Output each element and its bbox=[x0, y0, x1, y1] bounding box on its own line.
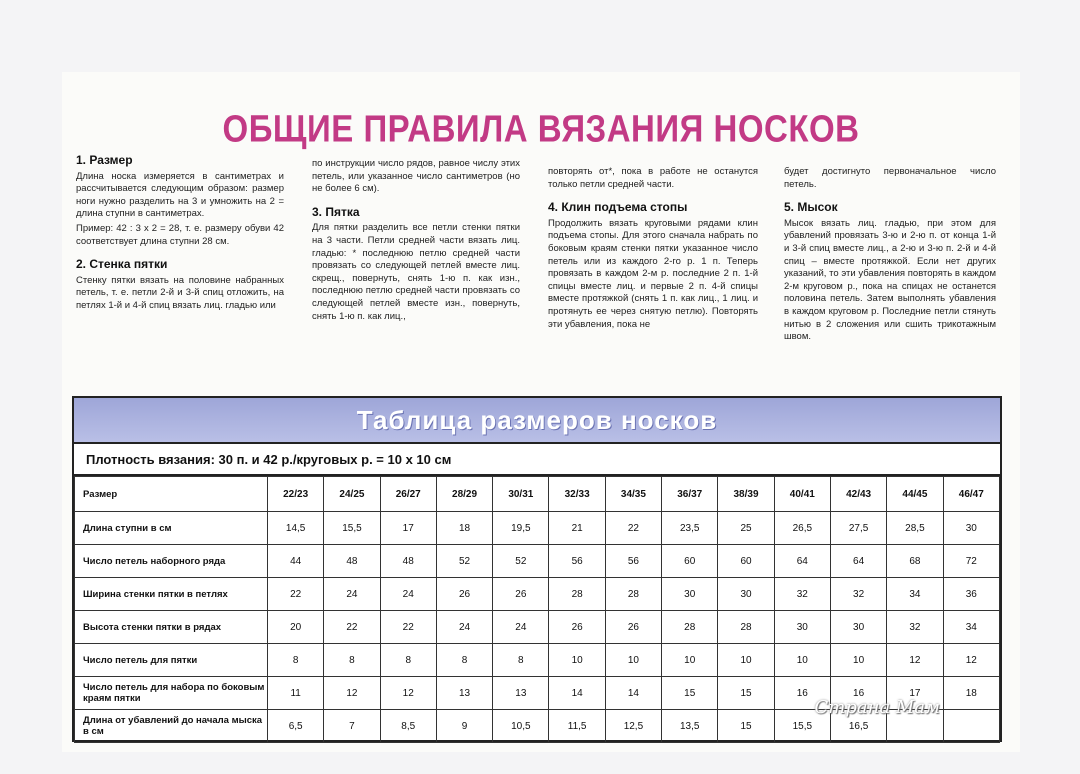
value-cell: 30 bbox=[662, 578, 718, 611]
size-header-cell: 34/35 bbox=[605, 477, 661, 512]
value-cell: 10 bbox=[830, 644, 886, 677]
value-cell: 10 bbox=[549, 644, 605, 677]
value-cell: 8 bbox=[436, 644, 492, 677]
section-toe-text: Мысок вязать лиц. гладью, при этом для убавлений провязать 3-ю и 2-ю п. от конца 1-й и 3-й спиц вместе лиц., а 2-ю и 3-ю п. 2-й и 4-й спиц – вместе протяжкой. Если нет других указаний, то эти убавления повторять в каждом 2-м круговом р., пока на спицах не останется половина петель. Затем выполнять убавления в каждом круговом р. Последние петли стянуть нитью в 2 сложения или сшить трикотажным швом. bbox=[784, 217, 996, 343]
table-title: Таблица размеров носков bbox=[356, 404, 718, 435]
value-cell: 18 bbox=[436, 512, 492, 545]
value-cell: 19,5 bbox=[493, 512, 549, 545]
value-cell: 24 bbox=[493, 611, 549, 644]
value-cell: 32 bbox=[887, 611, 943, 644]
value-cell: 15 bbox=[662, 677, 718, 710]
value-cell: 10,5 bbox=[493, 710, 549, 743]
size-header-cell: 26/27 bbox=[380, 477, 436, 512]
value-cell: 12,5 bbox=[605, 710, 661, 743]
value-cell: 18 bbox=[943, 677, 999, 710]
value-cell: 30 bbox=[830, 611, 886, 644]
value-cell: 52 bbox=[436, 545, 492, 578]
section-size-example: Пример: 42 : 3 х 2 = 28, т. е. размеру обуви 42 соответствует длина ступни 28 см. bbox=[76, 222, 284, 247]
table-header-row bbox=[75, 477, 1000, 512]
value-cell: 9 bbox=[436, 710, 492, 743]
value-cell: 10 bbox=[718, 644, 774, 677]
value-cell: 28 bbox=[662, 611, 718, 644]
column-4 bbox=[784, 166, 996, 354]
row-label-cell: Число петель наборного ряда bbox=[75, 545, 268, 578]
value-cell: 24 bbox=[436, 611, 492, 644]
row-label-cell: Длина ступни в см bbox=[75, 512, 268, 545]
value-cell: 14,5 bbox=[268, 512, 324, 545]
page-title: ОБЩИЕ ПРАВИЛА ВЯЗАНИЯ НОСКОВ bbox=[222, 107, 860, 150]
value-cell: 27,5 bbox=[830, 512, 886, 545]
value-cell: 26 bbox=[493, 578, 549, 611]
value-cell: 26 bbox=[436, 578, 492, 611]
value-cell: 17 bbox=[380, 512, 436, 545]
size-header-cell: 44/45 bbox=[887, 477, 943, 512]
value-cell bbox=[943, 710, 999, 743]
value-cell: 24 bbox=[380, 578, 436, 611]
section-gusset-continued: будет достигнуто первоначальное число петель. bbox=[784, 166, 996, 190]
section-gusset-text: Продолжить вязать круговыми рядами клин подъема стопы. Для этого сначала набрать по боковым краям стенки пятки указанное число петель или из каждого 2-го р. 1 п. Теперь провязать в каждом 2-м р. последние 2 п. 1-й спицы вместе лиц. и первые 2 п. 4-й спицы вместе протяжкой (снять 1 п. как лиц., 1 лиц. и протянуть ее через снятую петлю). Повторять эти убавления, пока не bbox=[548, 217, 758, 330]
value-cell: 8 bbox=[380, 644, 436, 677]
value-cell: 12 bbox=[324, 677, 380, 710]
section-heel-wall-title: 2. Стенка пятки bbox=[76, 257, 168, 272]
value-cell: 72 bbox=[943, 545, 999, 578]
value-cell: 12 bbox=[380, 677, 436, 710]
section-gusset-title: 4. Клин подъема стопы bbox=[548, 200, 688, 215]
row-label-cell: Длина от убавлений до начала мыска в см bbox=[75, 710, 268, 743]
table-row bbox=[75, 512, 1000, 545]
size-header-cell: 24/25 bbox=[324, 477, 380, 512]
section-heel-wall-continued: по инструкции число рядов, равное числу этих петель, или указанное число сантиметров (но не более 6 см). bbox=[312, 158, 520, 195]
section-heel-text: Для пятки разделить все петли стенки пятки на 3 части. Петли средней части вязать лиц. гладью: * последнюю петлю средней части провязать со следующей петлей вместе лиц. скрещ., повернуть, снять 1-ю п. как изн., последнюю петлю средней части провязать со следующей петлей вместе изн., повернуть, снять 1-ю п. как лиц., bbox=[312, 222, 520, 322]
value-cell: 8 bbox=[493, 644, 549, 677]
size-header-cell: 38/39 bbox=[718, 477, 774, 512]
value-cell: 24 bbox=[324, 578, 380, 611]
value-cell: 7 bbox=[324, 710, 380, 743]
value-cell: 30 bbox=[774, 611, 830, 644]
table-row bbox=[75, 644, 1000, 677]
value-cell: 22 bbox=[324, 611, 380, 644]
row-label-cell: Высота стенки пятки в рядах bbox=[75, 611, 268, 644]
magazine-page bbox=[62, 72, 1020, 752]
value-cell: 8 bbox=[268, 644, 324, 677]
watermark-logo: Страна Мам bbox=[814, 697, 940, 718]
value-cell: 28,5 bbox=[887, 512, 943, 545]
value-cell: 22 bbox=[605, 512, 661, 545]
size-header-cell: 36/37 bbox=[662, 477, 718, 512]
value-cell: 8,5 bbox=[380, 710, 436, 743]
section-heel-wall-text: Стенку пятки вязать на половине набранных петель, т. е. петли 2-й и 3-й спиц отложить, на петлях 1-й и 4-й спиц вязать лиц. гладью или bbox=[76, 274, 284, 311]
sock-size-table bbox=[72, 396, 1002, 742]
table-row bbox=[75, 545, 1000, 578]
value-cell: 25 bbox=[718, 512, 774, 545]
size-header-cell: 30/31 bbox=[493, 477, 549, 512]
value-cell: 34 bbox=[943, 611, 999, 644]
value-cell: 64 bbox=[830, 545, 886, 578]
section-size-title: 1. Размер bbox=[76, 153, 133, 167]
column-3 bbox=[548, 166, 758, 341]
value-cell: 15 bbox=[718, 677, 774, 710]
value-cell: 16,5 bbox=[830, 710, 886, 743]
column-2 bbox=[312, 158, 520, 333]
value-cell: 23,5 bbox=[662, 512, 718, 545]
value-cell: 15,5 bbox=[324, 512, 380, 545]
value-cell: 20 bbox=[268, 611, 324, 644]
value-cell: 36 bbox=[943, 578, 999, 611]
value-cell: 10 bbox=[662, 644, 718, 677]
value-cell: 22 bbox=[380, 611, 436, 644]
value-cell: 48 bbox=[380, 545, 436, 578]
value-cell: 13,5 bbox=[662, 710, 718, 743]
value-cell: 13 bbox=[493, 677, 549, 710]
value-cell: 32 bbox=[774, 578, 830, 611]
value-cell: 17 bbox=[887, 677, 943, 710]
table-row bbox=[75, 578, 1000, 611]
value-cell: 28 bbox=[605, 578, 661, 611]
value-cell: 10 bbox=[605, 644, 661, 677]
value-cell: 10 bbox=[774, 644, 830, 677]
value-cell: 8 bbox=[324, 644, 380, 677]
row-label-cell: Число петель для набора по боковым краям пятки bbox=[75, 677, 268, 710]
section-size-text: Длина носка измеряется в сантиметрах и рассчитывается следующим образом: размер ноги нужно разделить на 3 и умножить на 2 = длина ступни в сантиметрах. bbox=[76, 170, 284, 220]
gauge-line: Плотность вязания: 30 п. и 42 р./круговых р. = 10 х 10 см bbox=[74, 444, 1000, 476]
value-cell: 48 bbox=[324, 545, 380, 578]
value-cell: 11,5 bbox=[549, 710, 605, 743]
value-cell: 11 bbox=[268, 677, 324, 710]
value-cell: 26 bbox=[605, 611, 661, 644]
value-cell: 32 bbox=[830, 578, 886, 611]
value-cell: 16 bbox=[774, 677, 830, 710]
column-1 bbox=[76, 154, 284, 323]
value-cell: 13 bbox=[436, 677, 492, 710]
value-cell: 16 bbox=[830, 677, 886, 710]
value-cell: 30 bbox=[943, 512, 999, 545]
table-row bbox=[75, 611, 1000, 644]
section-heel-continued: повторять от*, пока в работе не останутся только петли средней части. bbox=[548, 166, 758, 190]
size-header-cell: 42/43 bbox=[830, 477, 886, 512]
value-cell: 56 bbox=[605, 545, 661, 578]
value-cell: 60 bbox=[662, 545, 718, 578]
value-cell: 52 bbox=[493, 545, 549, 578]
size-header-cell: 40/41 bbox=[774, 477, 830, 512]
section-toe-title: 5. Мысок bbox=[784, 200, 838, 215]
value-cell: 28 bbox=[549, 578, 605, 611]
value-cell: 22 bbox=[268, 578, 324, 611]
value-cell: 68 bbox=[887, 545, 943, 578]
value-cell: 26,5 bbox=[774, 512, 830, 545]
value-cell: 12 bbox=[887, 644, 943, 677]
row-label-cell: Ширина стенки пятки в петлях bbox=[75, 578, 268, 611]
table-header-bar bbox=[74, 398, 1000, 444]
value-cell: 12 bbox=[943, 644, 999, 677]
value-cell: 26 bbox=[549, 611, 605, 644]
row-label-cell: Число петель для пятки bbox=[75, 644, 268, 677]
value-cell: 34 bbox=[887, 578, 943, 611]
value-cell: 6,5 bbox=[268, 710, 324, 743]
size-header-cell: 32/33 bbox=[549, 477, 605, 512]
value-cell: 14 bbox=[605, 677, 661, 710]
value-cell: 28 bbox=[718, 611, 774, 644]
value-cell: 60 bbox=[718, 545, 774, 578]
size-header-cell: 46/47 bbox=[943, 477, 999, 512]
value-cell: 64 bbox=[774, 545, 830, 578]
value-cell: 21 bbox=[549, 512, 605, 545]
section-heel-title: 3. Пятка bbox=[312, 204, 360, 219]
value-cell: 30 bbox=[718, 578, 774, 611]
size-header-cell: 28/29 bbox=[436, 477, 492, 512]
value-cell: 15,5 bbox=[774, 710, 830, 743]
header-label-cell: Размер bbox=[75, 477, 268, 512]
value-cell: 14 bbox=[549, 677, 605, 710]
size-header-cell: 22/23 bbox=[268, 477, 324, 512]
value-cell: 44 bbox=[268, 545, 324, 578]
value-cell: 15 bbox=[718, 710, 774, 743]
value-cell: 56 bbox=[549, 545, 605, 578]
